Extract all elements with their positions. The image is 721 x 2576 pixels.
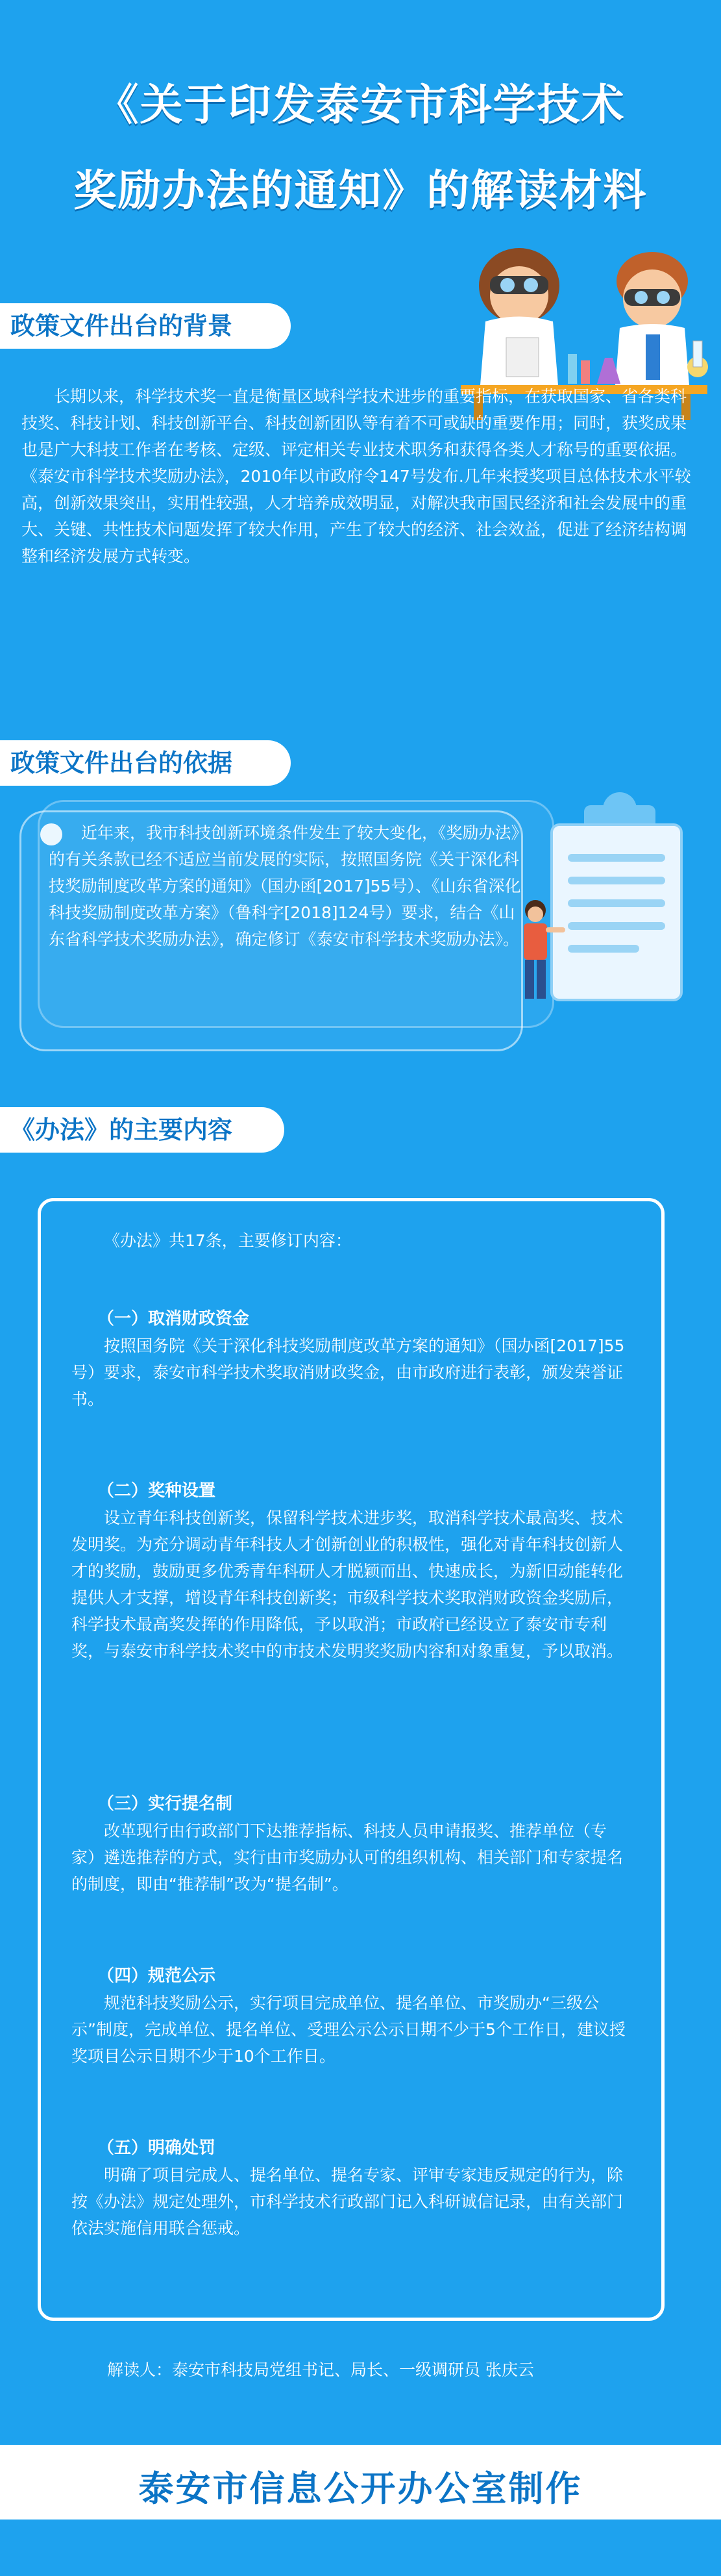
item-heading-penalties: （五）明确处罚 bbox=[97, 2138, 216, 2158]
item-text-funding: 按照国务院《关于深化科技奖励制度改革方案的通知》（国办函[2017]55号）要求，泰安市科学技术奖取消财政奖金，由市政府进行表彰，颁发荣誉证书。 bbox=[71, 1336, 625, 1408]
section-heading-background: 政策文件出台的背景 bbox=[0, 303, 291, 349]
section-heading-main-content: 《办法》的主要内容 bbox=[0, 1107, 284, 1153]
page-title-line-2: 奖励办法的通知》的解读材料 bbox=[73, 166, 648, 216]
item-text-publicity: 规范科技奖励公示，实行项目完成单位、提名单位、市奖励办“三级公示”制度，完成单位、提名单位、受理公示公示日期不少于5个工作日，建议授奖项目公示日期不少于10个工作日。 bbox=[71, 1994, 626, 2066]
item-text-penalties: 明确了项目完成人、提名单位、提名专家、评审专家违反规定的行为，除按《办法》规定处理外，市科学技术行政部门记入科研诚信记录，由有关部门依法实施信用联合惩戒。 bbox=[71, 2166, 624, 2238]
basis-paragraph: 近年来，我市科技创新环境条件发生了较大变化，《奖励办法》的有关条款已经不适应当前发展的实际，按照国务院《关于深化科技奖励制度改革方案的通知》（国办函[2017]55号）、《山东省深化科技奖励制度改革方案》（鲁科字[2018]124号）要求，结合《山东省科学技术奖励办法》，确定修订《泰安市科学技术奖励办法》。 bbox=[49, 823, 521, 949]
item-text-nomination: 改革现行由行政部门下达推荐指标、科技人员申请报奖、推荐单位（专家）遴选推荐的方式，实行由市奖励办认可的组织机构、相关部门和专家提名的制度，即由“推荐制”改为“提名制”。 bbox=[71, 1821, 624, 1894]
item-heading-funding: （一）取消财政资金 bbox=[97, 1309, 250, 1329]
main-content-intro: 《办法》共17条，主要修订内容： bbox=[104, 1231, 352, 1250]
background-paragraph: 长期以来，科学技术奖一直是衡量区域科学技术进步的重要指标，在获取国家、省各类科技奖、科技计划、科技创新平台、科技创新团队等有着不可或缺的重要作用；同时，获奖成果也是广大科技工作者在考核、定级、评定相关专业技术职务和获得各类人才称号的重要依据。《泰安市科学技术奖励办法》，2010年以市政府令147号发布.几年来授奖项目总体技术水平较高，创新效果突出，实用性较强，人才培养成效明显，对解决我市国民经济和社会发展中的重大、关键、共性技术问题发挥了较大作用，产生了较大的经济、社会效益，促进了经济结构调整和经济发展方式转变。 bbox=[21, 387, 691, 566]
item-heading-nomination: （三）实行提名制 bbox=[97, 1794, 233, 1814]
item-heading-publicity: （四）规范公示 bbox=[97, 1966, 216, 1986]
interpreter-credit: 解读人：泰安市科技局党组书记、局长、一级调研员 张庆云 bbox=[107, 2360, 534, 2379]
page-title-line-1: 《关于印发泰安市科学技术 bbox=[95, 80, 626, 130]
section-heading-basis: 政策文件出台的依据 bbox=[0, 740, 291, 786]
item-heading-award-types: （二）奖种设置 bbox=[97, 1481, 216, 1501]
footer-producer: 泰安市信息公开办公室制作 bbox=[138, 2468, 583, 2509]
person-pointing-illustration bbox=[509, 896, 568, 1007]
item-text-award-types: 设立青年科技创新奖，保留科学技术进步奖，取消科学技术最高奖、技术发明奖。为充分调动青年科技人才创新创业的积极性，强化对青年科技创新人才的奖励，鼓励更多优秀青年科研人才脱颖而出、快速成长，为新旧动能转化提供人才支撑，增设青年科技创新奖；市级科学技术奖取消财政资金奖励后，科学技术最高奖发挥的作用降低，予以取消；市政府已经设立了泰安市专利奖，与泰安市科学技术奖中的市技术发明奖奖励内容和对象重复，予以取消。 bbox=[71, 1508, 624, 1660]
